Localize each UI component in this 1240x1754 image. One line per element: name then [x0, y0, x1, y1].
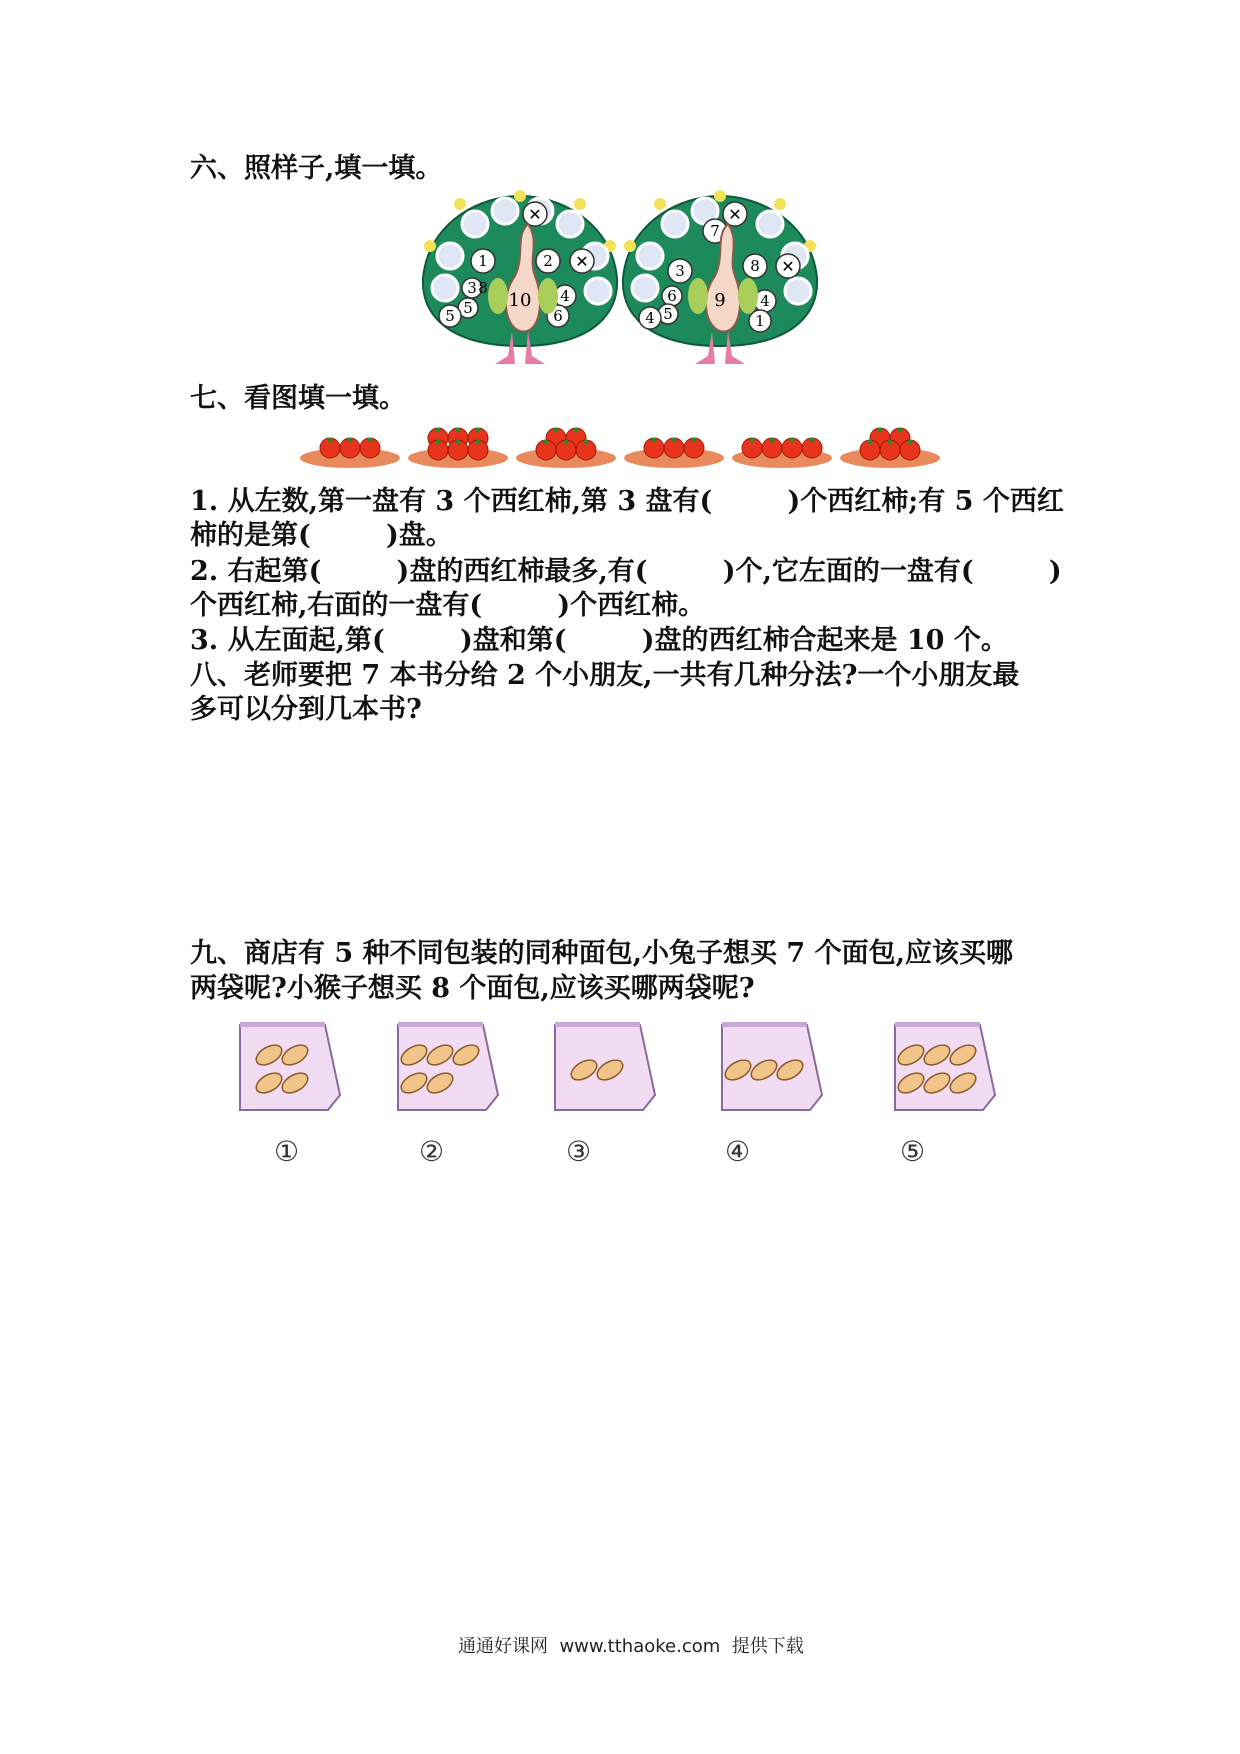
question-7-2-line-2: 个西红柿,右面的一盘有( )个西红柿。	[190, 590, 706, 621]
peacock-feather-number: 5	[463, 299, 473, 317]
section-8-line-1: 八、老师要把 7 本书分给 2 个小朋友,一共有几种分法?一个小朋友最	[190, 660, 1020, 691]
tomato-stem	[898, 428, 903, 433]
tomato-stem	[456, 428, 461, 433]
tomato-stem	[328, 438, 333, 443]
tomato-stem	[368, 438, 373, 443]
peacock-feather-number: 8	[478, 279, 488, 297]
bag-label-3: ③	[566, 1135, 592, 1168]
peacock-feather-number: 1	[755, 312, 765, 330]
peacock-feather-number: 8	[750, 257, 760, 275]
peacock-illustration-1	[420, 196, 620, 376]
tomato-plates-illustration	[300, 420, 950, 470]
tomato-stem	[750, 438, 755, 443]
tomato-stem	[652, 438, 657, 443]
tomato-stem	[554, 428, 559, 433]
tomato-stem	[584, 440, 589, 445]
svg-text:✕: ✕	[575, 252, 589, 271]
peacock-feather-number: 4	[560, 287, 570, 305]
tomato-stem	[672, 438, 677, 443]
question-7-3-line-1: 3. 从左面起,第( )盘和第( )盘的西红柿合起来是 10 个。	[190, 625, 1008, 656]
tomato-stem	[456, 440, 461, 445]
bread-bag	[722, 1022, 822, 1110]
peacock-feather-number: 7	[710, 222, 720, 240]
svg-text:✕: ✕	[728, 205, 742, 224]
bread-bag	[398, 1022, 498, 1110]
tomato-stem	[692, 438, 697, 443]
question-7-2-line-1: 2. 右起第( )盘的西红柿最多,有( )个,它左面的一盘有( )	[190, 556, 1062, 587]
peacock-feather-number: 4	[645, 309, 655, 327]
peacock-feather-number: 1	[478, 252, 488, 270]
tomato-stem	[436, 428, 441, 433]
bread-bag	[555, 1022, 655, 1110]
tomato-stem	[476, 428, 481, 433]
section-8-line-2: 多可以分到几本书?	[190, 694, 422, 725]
svg-text:✕: ✕	[781, 257, 795, 276]
bag-label-4: ④	[725, 1135, 751, 1168]
peacock-feather-number: 5	[663, 305, 673, 323]
bag-label-2: ②	[419, 1135, 445, 1168]
tomato-stem	[476, 440, 481, 445]
bag-label-1: ①	[274, 1135, 300, 1168]
question-7-1-line-1: 1. 从左数,第一盘有 3 个西红柿,第 3 盘有( )个西红柿;有 5 个西红	[190, 486, 1064, 517]
peacock-body-number: 10	[508, 290, 532, 311]
tomato-stem	[790, 438, 795, 443]
bread-bag	[240, 1022, 340, 1110]
peacock-feather-number: 6	[667, 287, 677, 305]
tomato-stem	[878, 428, 883, 433]
section-7-title: 七、看图填一填。	[190, 383, 406, 414]
section-6-title: 六、照样子,填一填。	[190, 153, 443, 184]
tomato-stem	[436, 440, 441, 445]
footer-text: 通通好课网 www.tthaoke.com 提供下载	[458, 1636, 804, 1657]
tomato-stem	[574, 428, 579, 433]
peacock-feather-number: 6	[553, 307, 563, 325]
tomato-stem	[908, 440, 913, 445]
bag-label-5: ⑤	[900, 1135, 926, 1168]
peacock-body-number: 9	[714, 290, 726, 311]
peacock-feather-number: 5	[445, 307, 455, 325]
bread-bags-illustration	[230, 1020, 1010, 1130]
svg-text:✕: ✕	[528, 205, 542, 224]
tomato-stem	[348, 438, 353, 443]
tomato-stem	[770, 438, 775, 443]
section-9-line-1: 九、商店有 5 种不同包装的同种面包,小兔子想买 7 个面包,应该买哪	[190, 938, 1013, 969]
question-7-1-line-2: 柿的是第( )盘。	[190, 520, 453, 551]
tomato-stem	[544, 440, 549, 445]
peacock-feather-number: 2	[543, 252, 553, 270]
section-9-line-2: 两袋呢?小猴子想买 8 个面包,应该买哪两袋呢?	[190, 973, 755, 1004]
tomato-stem	[564, 440, 569, 445]
peacock-feather-number: 4	[760, 292, 770, 310]
bread-bag	[895, 1022, 995, 1110]
peacock-feather-number: 3	[467, 279, 477, 297]
tomato-stem	[810, 438, 815, 443]
tomato-stem	[888, 440, 893, 445]
peacock-illustration-2	[620, 196, 820, 376]
peacock-feather-number: 3	[675, 262, 685, 280]
tomato-stem	[868, 440, 873, 445]
